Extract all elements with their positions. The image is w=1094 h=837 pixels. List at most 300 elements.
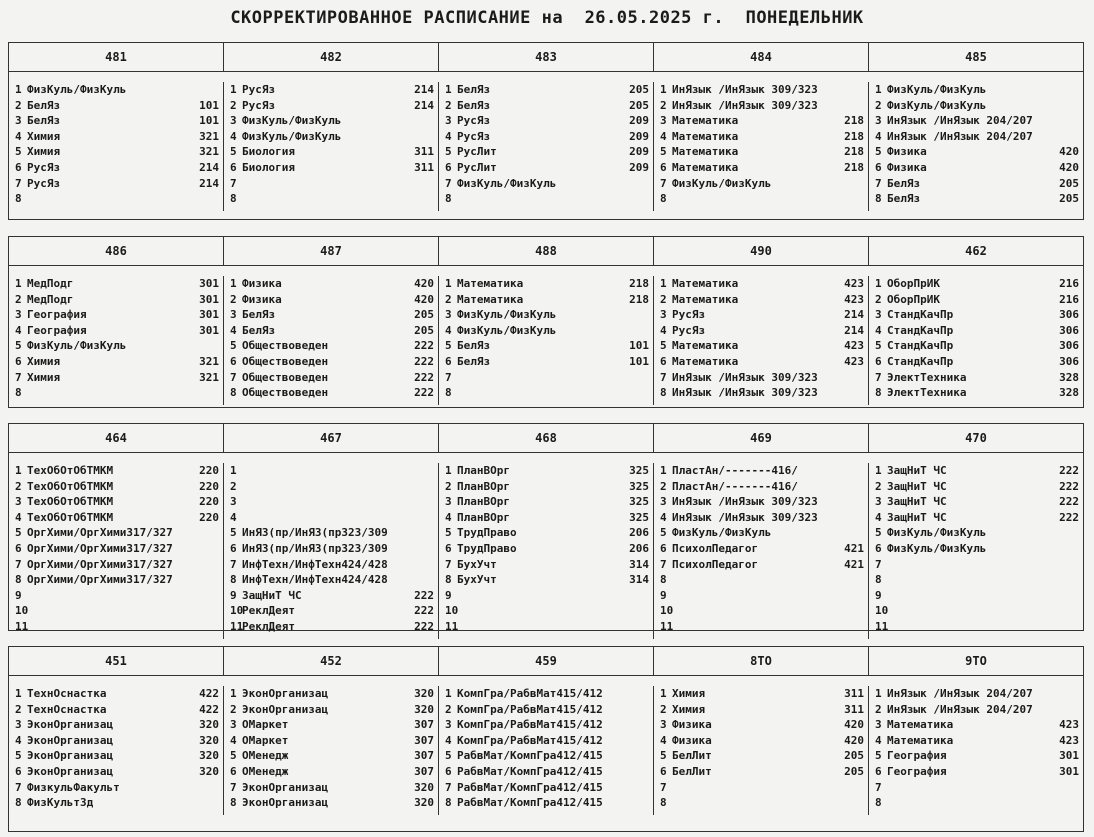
group-lessons <box>223 463 438 639</box>
lesson-number: 2 <box>875 702 882 716</box>
lesson-row <box>230 463 434 479</box>
lesson-subject <box>457 385 647 401</box>
schedule-block <box>8 423 1084 631</box>
lesson-row <box>15 557 219 573</box>
lesson-subject: ПланВОрг <box>457 510 510 524</box>
lesson-room <box>217 82 219 98</box>
lesson-subject: ОргХими/ОргХими317/327 <box>27 526 173 540</box>
lesson-number: 7 <box>230 176 237 190</box>
lesson-number: 6 <box>230 354 237 368</box>
lesson-number: 1 <box>230 83 237 96</box>
lesson-subject: Обществоведен <box>242 370 329 384</box>
lesson-room: 218 <box>629 277 649 290</box>
lesson-row <box>660 588 864 604</box>
lesson-room <box>1077 702 1079 718</box>
lesson-number: 6 <box>660 354 667 368</box>
lesson-subject: ОборПрИК <box>887 292 940 306</box>
lessons-row <box>9 676 1083 815</box>
lesson-number: 2 <box>15 98 22 112</box>
lesson-subject: ЗащНиТ ЧС <box>887 510 947 524</box>
group-lessons <box>868 82 1083 211</box>
lesson-subject <box>457 619 647 635</box>
lesson-number: 3 <box>445 718 452 732</box>
lesson-number: 1 <box>15 83 22 96</box>
lesson-number: 3 <box>445 495 452 509</box>
lesson-row <box>230 385 434 401</box>
lesson-row <box>230 191 434 207</box>
group-lessons <box>223 82 438 211</box>
lesson-row <box>15 276 219 292</box>
lesson-number: 3 <box>660 718 667 732</box>
lesson-row <box>875 603 1079 619</box>
lesson-row <box>445 557 649 573</box>
lesson-row <box>15 525 219 541</box>
lesson-room: 205 <box>844 749 864 763</box>
lesson-subject: ИнЯзык /ИнЯзык 309/323 <box>672 370 818 384</box>
lesson-room <box>432 525 434 541</box>
lesson-subject: ПланВОрг <box>457 464 510 477</box>
lesson-number: 9 <box>660 588 667 602</box>
lesson-number: 5 <box>875 526 882 540</box>
lesson-number: 8 <box>875 192 882 206</box>
lesson-row <box>660 733 864 749</box>
lesson-room <box>647 603 649 619</box>
lesson-room: 209 <box>629 145 649 159</box>
lesson-number: 1 <box>15 277 22 290</box>
lesson-row <box>660 292 864 308</box>
lesson-row <box>15 619 219 635</box>
lesson-number: 3 <box>875 718 882 732</box>
lesson-row <box>875 733 1079 749</box>
group-name: 464 <box>105 431 127 445</box>
lesson-subject: ЭконОрганизац <box>27 718 114 732</box>
group-lessons <box>653 276 868 405</box>
lesson-row <box>230 748 434 764</box>
lesson-room: 328 <box>1059 370 1079 384</box>
lesson-row <box>230 82 434 98</box>
lesson-row <box>230 370 434 386</box>
lesson-row <box>230 113 434 129</box>
lesson-subject: ФизКуль/ФизКуль <box>672 176 772 190</box>
lesson-subject: ИнЯзык /ИнЯзык 309/323 <box>672 83 818 96</box>
lesson-number: 4 <box>15 323 22 337</box>
lesson-row <box>445 191 649 207</box>
lesson-room: 420 <box>844 733 864 747</box>
lesson-room: 220 <box>199 510 219 524</box>
lesson-row <box>445 354 649 370</box>
lesson-number: 6 <box>230 764 237 778</box>
lesson-room: 311 <box>844 702 864 716</box>
lesson-row <box>875 686 1079 702</box>
lesson-number: 6 <box>15 354 22 368</box>
lesson-room <box>862 370 864 386</box>
lesson-row <box>445 82 649 98</box>
schedule-block <box>8 42 1084 220</box>
lesson-number: 5 <box>660 749 667 763</box>
lesson-row <box>230 98 434 114</box>
group-name: 490 <box>653 237 868 265</box>
group-lessons <box>438 463 653 639</box>
group-name: 459 <box>438 647 653 675</box>
lesson-number: 6 <box>15 160 22 174</box>
lesson-number: 4 <box>875 129 882 143</box>
lesson-row <box>660 764 864 780</box>
lesson-number: 8 <box>15 192 22 206</box>
lesson-subject: Математика <box>457 292 524 306</box>
lesson-number: 11 <box>15 619 29 633</box>
lesson-subject: ИнфТехн/ИнфТехн424/428 <box>242 557 388 571</box>
lesson-subject <box>672 588 862 604</box>
lesson-room: 222 <box>1059 510 1079 524</box>
lesson-subject: Химия <box>27 129 61 143</box>
lesson-subject: Математика <box>672 354 739 368</box>
lesson-room: 314 <box>629 573 649 587</box>
lesson-subject: Физика <box>672 733 712 747</box>
lesson-subject: БелЯз <box>27 114 61 128</box>
lesson-room: 320 <box>199 718 219 732</box>
lesson-subject <box>887 619 1077 635</box>
lesson-room <box>1077 603 1079 619</box>
lesson-row <box>230 307 434 323</box>
lesson-room <box>862 525 864 541</box>
lesson-row <box>445 98 649 114</box>
lesson-number: 6 <box>230 160 237 174</box>
lesson-row <box>15 494 219 510</box>
lesson-subject: БелЯз <box>457 354 491 368</box>
lesson-row <box>445 307 649 323</box>
lesson-row <box>230 764 434 780</box>
lesson-number: 8 <box>660 192 667 206</box>
lesson-row <box>875 572 1079 588</box>
lesson-row <box>15 686 219 702</box>
lesson-subject <box>27 191 217 207</box>
lesson-room <box>862 463 864 479</box>
lesson-room <box>647 717 649 733</box>
lesson-number: 5 <box>445 526 452 540</box>
lesson-room: 301 <box>199 277 219 290</box>
lesson-room <box>862 780 864 796</box>
group-lessons <box>438 276 653 405</box>
lesson-row <box>660 619 864 635</box>
lesson-number: 7 <box>15 780 22 794</box>
lesson-room: 218 <box>844 129 864 143</box>
lesson-number: 1 <box>660 277 667 290</box>
lesson-number: 3 <box>230 495 237 509</box>
lesson-number: 8 <box>875 796 882 810</box>
lesson-subject: РусЯз <box>242 83 276 96</box>
lesson-number: 11 <box>875 619 889 633</box>
lesson-number: 8 <box>875 386 882 400</box>
lesson-subject: РусЛит <box>457 145 497 159</box>
lesson-room: 101 <box>629 354 649 368</box>
lesson-subject: МедПодг <box>27 277 74 290</box>
lesson-number: 7 <box>660 780 667 794</box>
lesson-number: 10 <box>15 604 29 618</box>
lesson-row <box>875 307 1079 323</box>
lesson-room: 321 <box>199 145 219 159</box>
lesson-subject: ТехнОснастка <box>27 702 107 716</box>
lesson-room <box>862 82 864 98</box>
lesson-subject: ТехОбОтОбТМКМ <box>27 479 114 493</box>
lesson-room <box>647 176 649 192</box>
lesson-room: 222 <box>414 619 434 633</box>
lesson-row <box>875 494 1079 510</box>
lesson-row <box>15 748 219 764</box>
lesson-subject <box>242 494 432 510</box>
lesson-number: 6 <box>660 541 667 555</box>
lesson-room: 321 <box>199 354 219 368</box>
lesson-row <box>445 510 649 526</box>
lesson-subject: Обществоведен <box>242 354 329 368</box>
lesson-room: 101 <box>199 114 219 128</box>
lesson-room <box>862 619 864 635</box>
lesson-row <box>15 479 219 495</box>
lesson-number: 7 <box>15 176 22 190</box>
lesson-room <box>647 191 649 207</box>
lesson-subject: ИнфТехн/ИнфТехн424/428 <box>242 573 388 587</box>
lesson-room <box>1077 780 1079 796</box>
lesson-room <box>217 525 219 541</box>
lesson-subject <box>887 603 1077 619</box>
lesson-number: 8 <box>445 796 452 810</box>
lesson-room: 306 <box>1059 354 1079 368</box>
lesson-row <box>875 323 1079 339</box>
lesson-number: 3 <box>445 114 452 128</box>
lesson-number: 2 <box>15 702 22 716</box>
lesson-room <box>647 780 649 796</box>
lesson-row <box>875 510 1079 526</box>
lesson-row <box>15 98 219 114</box>
lesson-number: 6 <box>445 764 452 778</box>
group-name: 9ТО <box>868 647 1083 675</box>
lesson-row <box>875 619 1079 635</box>
lesson-row <box>15 370 219 386</box>
lesson-room: 420 <box>844 718 864 732</box>
lesson-subject: РусЯз <box>27 160 61 174</box>
lesson-number: 3 <box>230 114 237 128</box>
lesson-number: 7 <box>445 557 452 571</box>
lesson-room: 205 <box>1059 192 1079 206</box>
lesson-subject: ОргХими/ОргХими317/327 <box>27 541 173 555</box>
lesson-room <box>1077 572 1079 588</box>
lesson-subject: БелЛит <box>672 764 712 778</box>
lesson-number: 8 <box>230 192 237 206</box>
lesson-subject: ИнЯзык /ИнЯзык 309/323 <box>672 386 818 400</box>
lesson-room: 307 <box>414 718 434 732</box>
lesson-subject: ТехОбОтОбТМКМ <box>27 464 114 477</box>
lesson-subject: Математика <box>672 114 739 128</box>
lesson-row <box>15 176 219 192</box>
lesson-row <box>875 463 1079 479</box>
lesson-number: 7 <box>15 370 22 384</box>
lesson-subject: ФизКуль/ФизКуль <box>672 526 772 540</box>
lesson-row <box>15 463 219 479</box>
lesson-subject: ЭконОрганизац <box>27 749 114 763</box>
lesson-row <box>445 479 649 495</box>
lesson-row <box>875 702 1079 718</box>
lesson-number: 7 <box>660 370 667 384</box>
lesson-number: 1 <box>230 687 237 700</box>
lesson-subject: ТехОбОтОбТМКМ <box>27 495 114 509</box>
lesson-number: 2 <box>660 292 667 306</box>
lesson-room <box>1077 98 1079 114</box>
lesson-subject <box>672 191 862 207</box>
lesson-room <box>862 494 864 510</box>
lesson-row <box>660 494 864 510</box>
lesson-room <box>217 619 219 635</box>
lesson-number: 1 <box>445 277 452 290</box>
lesson-subject: Химия <box>27 370 61 384</box>
lesson-room <box>1077 686 1079 702</box>
lesson-subject: Математика <box>672 145 739 159</box>
lesson-subject: РабвМат/КомпГра412/415 <box>457 749 603 763</box>
lesson-row <box>660 572 864 588</box>
lesson-number: 3 <box>660 308 667 322</box>
lesson-room: 420 <box>1059 145 1079 159</box>
lesson-number: 8 <box>445 573 452 587</box>
lesson-room <box>217 795 219 811</box>
lesson-subject: ЗащНиТ ЧС <box>887 464 947 477</box>
lesson-row <box>660 541 864 557</box>
lesson-subject: СтандКачПр <box>887 339 954 353</box>
lesson-number: 7 <box>230 370 237 384</box>
lesson-row <box>660 160 864 176</box>
lesson-subject <box>27 588 217 604</box>
lesson-room <box>432 463 434 479</box>
lesson-number: 3 <box>875 495 882 509</box>
lesson-room: 423 <box>844 277 864 290</box>
lesson-room: 205 <box>414 323 434 337</box>
lesson-row <box>660 338 864 354</box>
lesson-number: 2 <box>660 702 667 716</box>
lesson-subject: ИнЯзык /ИнЯзык 204/207 <box>887 687 1033 700</box>
lesson-subject: БелЯз <box>457 98 491 112</box>
lesson-number: 6 <box>445 541 452 555</box>
lesson-number: 4 <box>230 733 237 747</box>
lesson-subject: ЭконОрганизац <box>242 702 329 716</box>
lesson-subject: РусЯз <box>242 98 276 112</box>
lesson-subject: РусЯз <box>457 114 491 128</box>
group-lessons <box>438 686 653 815</box>
lesson-row <box>445 780 649 796</box>
lesson-room <box>647 619 649 635</box>
lesson-row <box>230 588 434 604</box>
lesson-room <box>432 479 434 495</box>
lesson-room: 206 <box>629 541 649 555</box>
lesson-row <box>875 144 1079 160</box>
lesson-subject: ФизКуль/ФизКуль <box>887 83 987 96</box>
group-name: 452 <box>223 647 438 675</box>
lesson-subject: География <box>27 323 87 337</box>
group-lessons <box>9 686 223 815</box>
group-name: 488 <box>438 237 653 265</box>
lesson-room: 423 <box>844 354 864 368</box>
lesson-subject <box>887 780 1077 796</box>
lesson-subject: ОМенедж <box>242 749 289 763</box>
lesson-number: 4 <box>230 323 237 337</box>
lesson-subject: ФизКуль/ФизКуль <box>242 129 342 143</box>
lesson-number: 5 <box>230 339 237 353</box>
lesson-subject: РусЯз <box>672 308 706 322</box>
lesson-room <box>432 557 434 573</box>
lesson-subject: ФизКуль/ФизКуль <box>27 339 127 353</box>
lesson-number: 4 <box>875 323 882 337</box>
lesson-number: 1 <box>230 277 237 290</box>
lesson-row <box>660 113 864 129</box>
lesson-room <box>862 479 864 495</box>
lesson-room: 220 <box>199 479 219 493</box>
lesson-subject: ПсихолПедагог <box>672 557 759 571</box>
lesson-number: 8 <box>230 796 237 810</box>
lesson-number: 6 <box>230 541 237 555</box>
lesson-room: 218 <box>844 160 864 174</box>
lesson-row <box>660 176 864 192</box>
lesson-room <box>1077 795 1079 811</box>
lesson-room: 101 <box>629 339 649 353</box>
lesson-subject: РусЯз <box>672 323 706 337</box>
lesson-row <box>15 82 219 98</box>
lesson-row <box>230 338 434 354</box>
lesson-row <box>230 603 434 619</box>
lesson-row <box>875 160 1079 176</box>
lesson-subject: ФизКуль/ФизКуль <box>457 323 557 337</box>
lesson-row <box>230 619 434 635</box>
lesson-room <box>862 385 864 401</box>
lesson-row <box>875 354 1079 370</box>
lesson-row <box>875 385 1079 401</box>
lesson-row <box>445 292 649 308</box>
group-name: 469 <box>653 424 868 452</box>
lesson-room: 301 <box>1059 764 1079 778</box>
lesson-number: 4 <box>660 323 667 337</box>
lesson-subject: Физика <box>242 277 282 290</box>
lesson-room: 311 <box>844 687 864 700</box>
lesson-number: 5 <box>660 145 667 159</box>
lesson-subject: ИнЯзык /ИнЯзык 204/207 <box>887 114 1033 128</box>
lesson-number: 6 <box>875 764 882 778</box>
lesson-number: 1 <box>875 277 882 290</box>
lesson-subject: БелЯз <box>242 323 276 337</box>
lesson-number: 5 <box>15 339 22 353</box>
lesson-room <box>1077 113 1079 129</box>
lesson-number: 7 <box>230 557 237 571</box>
lesson-room: 218 <box>844 145 864 159</box>
lesson-subject: ПластАн/-------416/ <box>672 464 798 477</box>
lesson-subject: Математика <box>672 277 739 290</box>
lesson-row <box>660 748 864 764</box>
lesson-row <box>15 160 219 176</box>
lesson-row <box>230 541 434 557</box>
lesson-subject <box>27 385 217 401</box>
lesson-subject: ФизкульФакульт <box>27 780 120 794</box>
lesson-room: 311 <box>414 145 434 159</box>
lesson-number: 4 <box>15 129 22 143</box>
lesson-subject <box>457 603 647 619</box>
lesson-room <box>862 176 864 192</box>
lesson-number: 4 <box>230 510 237 524</box>
group-lessons <box>9 463 223 639</box>
lesson-number: 10 <box>875 604 889 618</box>
lesson-room <box>1077 541 1079 557</box>
lesson-subject: ИнЯзык /ИнЯзык 309/323 <box>672 98 818 112</box>
lesson-subject: БелЯз <box>887 176 921 190</box>
lesson-row <box>660 510 864 526</box>
group-lessons <box>438 82 653 211</box>
lesson-row <box>875 113 1079 129</box>
lesson-number: 5 <box>875 749 882 763</box>
lesson-row <box>445 541 649 557</box>
lesson-room <box>217 603 219 619</box>
